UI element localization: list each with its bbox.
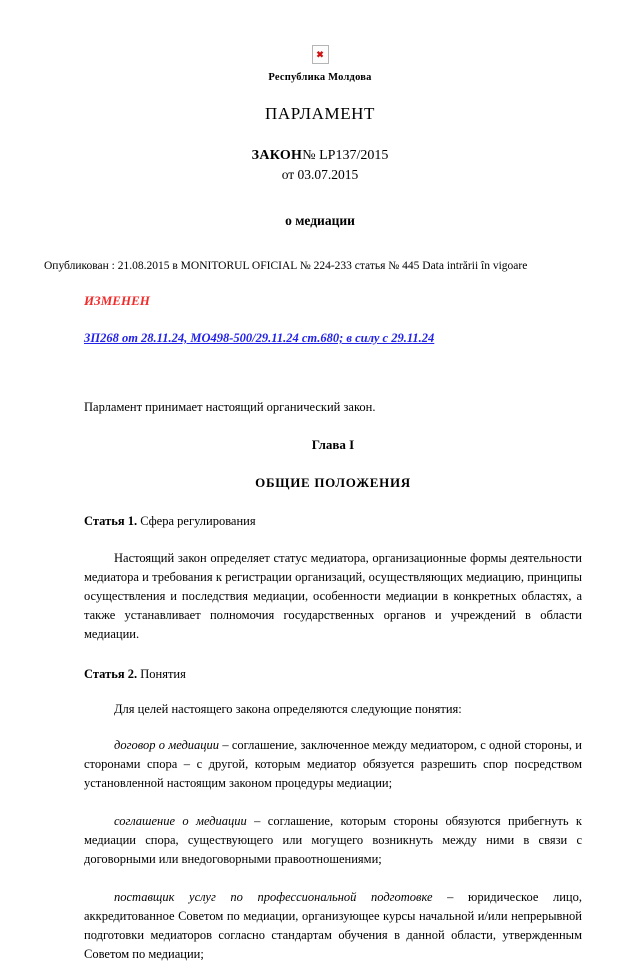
emblem-container [0,0,640,64]
definition-item [84,888,582,964]
chapter-heading: Глава I [311,437,355,452]
definition-text: – юридическое лицо, аккредитованное Советом по медиации, организующее курсы начальной и/или непрерывной подготовки медиаторов согласно стандартам обучения в данной области, утвержденным Советом по медиации; [84,890,582,961]
broken-image-x-glyph: ✖ [316,49,324,59]
document-body [0,400,640,964]
definition-term: договор о медиации [114,738,220,752]
amendment-link[interactable]: ЗП268 от 28.11.24, МО498-500/29.11.24 ст.680; в силу с 29.11.24 [84,331,435,345]
intro-paragraph: Парламент принимает настоящий органический закон. [84,400,376,414]
article-1-text: Настоящий закон определяет статус медиатора, организационные формы деятельности медиатора и требования к регистрации организаций, осуществляющих медиацию, принципы осуществления и последствия медиации, особенности медиации в конкретных областях, а также устанавливает полномочия государственных органов и учреждений в области медиации. [84,551,582,641]
article-2-number: Статья 2. [84,667,138,681]
republic-heading: Республика Молдова [268,72,372,83]
law-number-line [0,148,640,164]
definition-term: соглашение о медиации [114,814,247,828]
publication-info: Опубликован : 21.08.2015 в MONITORUL OFICIAL № 224-233 статья № 445 Data intrării în vigoare [44,260,528,272]
article-2-title: Понятия [140,667,186,681]
definition-text: – соглашение, которым стороны обязуются прибегнуть к медиации спора, существующего или могущего возникнуть между ними в связи с договорными или внедоговорными правоотношениями; [84,814,582,866]
amended-status-badge: ИЗМЕНЕН [84,293,150,308]
article-1-title: Сфера регулирования [140,514,256,528]
definition-text: – соглашение, заключенное между медиатором, с одной стороны, и сторонами спора – с другой, которым медиатор обязуется разрешить спор посредством установленной настоящим законом процедуры медиации; [84,738,582,790]
article-2-heading [84,667,582,682]
definition-item [84,736,582,793]
definition-item [84,812,582,869]
broken-image-icon [312,45,329,64]
law-subject-title: о медиации [285,213,355,228]
law-label: ЗАКОН [251,148,303,163]
law-number: № LP137/2015 [302,148,389,163]
chapter-title: ОБЩИЕ ПОЛОЖЕНИЯ [255,475,411,490]
article-1-heading [84,514,582,529]
parliament-heading: ПАРЛАМЕНТ [264,104,376,123]
law-date: от 03.07.2015 [281,167,359,182]
article-1-number: Статья 1. [84,514,138,528]
article-2-lead: Для целей настоящего закона определяются следующие понятия: [114,702,462,716]
definition-term: поставщик услуг по профессиональной подготовке [114,890,433,904]
